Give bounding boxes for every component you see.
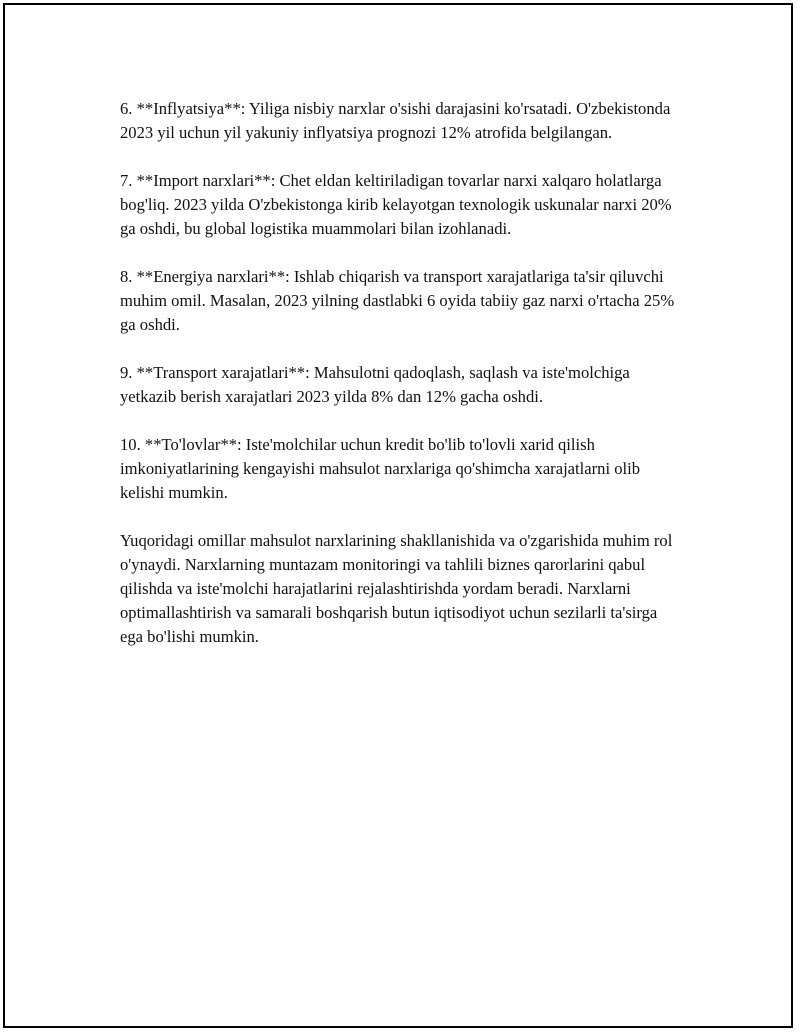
paragraph-import-prices: 7. **Import narxlari**: Chet eldan keltiriladigan tovarlar narxi xalqaro holatlarga bog'liq. 2023 yilda O'zbekistonga kirib kelayotgan texnologik uskunalar narxi 20% ga oshdi, bu global logistika muammolari bilan izohlanadi. xyxy=(120,171,672,238)
paragraph-payments: 10. **To'lovlar**: Iste'molchilar uchun kredit bo'lib to'lovli xarid qilish imkoniyatlarining kengayishi mahsulot narxlariga qo'shimcha xarajatlarni olib kelishi mumkin. xyxy=(120,435,641,502)
paragraph-transport-costs: 9. **Transport xarajatlari**: Mahsulotni qadoqlash, saqlash va iste'molchiga yetkazib berish xarajatlari 2023 yilda 8% dan 12% gacha oshdi. xyxy=(120,363,630,406)
paragraph-conclusion: Yuqoridagi omillar mahsulot narxlarining shakllanishida va o'zgarishida muhim rol o'ynaydi. Narxlarning muntazam monitoringi va tahlili biznes qarorlarini qabul qilishda va iste'molchi harajatlarini rejalashtirishda yordam beradi. Narxlarni optimallashtirish va samarali boshqarish butun iqtisodiyot uchun sezilarli ta'sirga ega bo'lishi mumkin. xyxy=(120,531,673,646)
paragraph-inflation: 6. **Inflyatsiya**: Yiliga nisbiy narxlar o'sishi darajasini ko'rsatadi. O'zbekistonda 2023 yil uchun yil yakuniy inflyatsiya prognozi 12% atrofida belgilangan. xyxy=(120,99,671,142)
document-body xyxy=(120,97,680,673)
paragraph-energy-prices: 8. **Energiya narxlari**: Ishlab chiqarish va transport xarajatlariga ta'sir qiluvchi muhim omil. Masalan, 2023 yilning dastlabki 6 oyida tabiiy gaz narxi o'rtacha 25% ga oshdi. xyxy=(120,267,675,334)
document-page xyxy=(3,3,793,1028)
